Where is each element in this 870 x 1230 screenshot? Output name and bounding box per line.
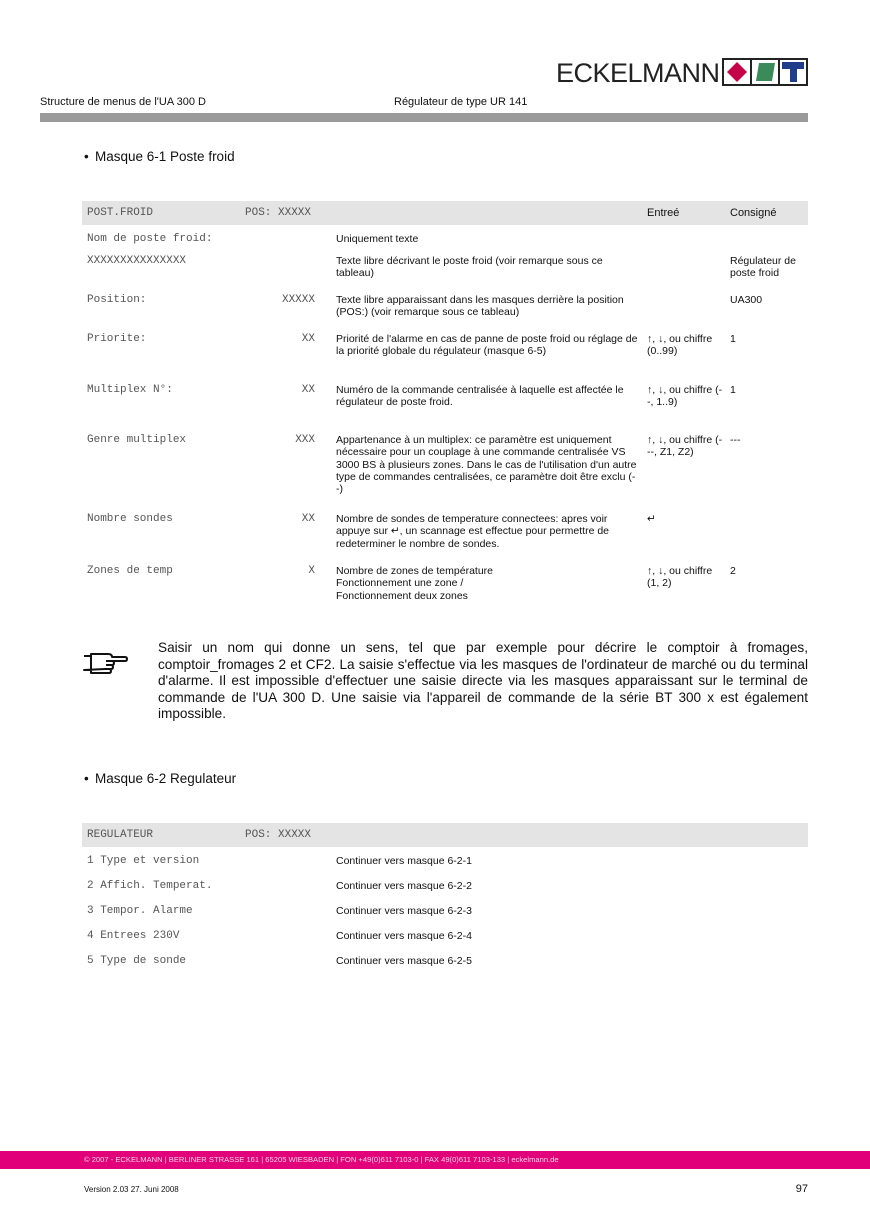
page-number: 97 bbox=[795, 1183, 808, 1195]
row-entree: ↵ bbox=[647, 513, 656, 525]
row-label: Nom de poste froid: bbox=[87, 233, 213, 245]
table-row bbox=[82, 513, 808, 565]
row-value: XXXXX bbox=[281, 294, 315, 306]
table-header bbox=[82, 201, 808, 225]
brand-logo-icon bbox=[722, 58, 808, 86]
row-entree: ↑, ↓, ou chiffre (---, Z1, Z2) bbox=[647, 434, 723, 459]
row-consigne: 1 bbox=[730, 384, 736, 396]
row-label: Nombre sondes bbox=[87, 513, 173, 525]
row-label: 1 Type et version bbox=[87, 855, 200, 867]
table-row bbox=[82, 294, 808, 333]
header-left-title: Structure de menus de l'UA 300 D bbox=[40, 96, 206, 108]
header-mid-title: Régulateur de type UR 141 bbox=[394, 96, 528, 108]
row-desc: Continuer vers masque 6-2-4 bbox=[336, 930, 472, 942]
row-desc: Numéro de la commande centralisée à laquelle est affectée le régulateur de poste froid. bbox=[336, 384, 624, 409]
row-label: Position: bbox=[87, 294, 147, 306]
row-desc: Priorité de l'alarme en cas de panne de poste froid ou réglage de la priorité globale du régulateur (masque 6-5) bbox=[336, 333, 638, 358]
row-desc: Continuer vers masque 6-2-5 bbox=[336, 955, 472, 967]
header-bar bbox=[40, 113, 808, 122]
header-label: REGULATEUR bbox=[87, 829, 154, 841]
row-desc: Texte libre décrivant le poste froid (voir remarque sous ce tableau) bbox=[336, 255, 603, 280]
table-row bbox=[82, 565, 808, 609]
row-label: Priorite: bbox=[87, 333, 147, 345]
row-desc: Uniquement texte bbox=[336, 233, 419, 245]
pointing-hand-icon bbox=[82, 650, 128, 674]
row-label: 4 Entrees 230V bbox=[87, 930, 180, 942]
header-entree: Entreé bbox=[647, 207, 680, 219]
table-row bbox=[82, 905, 808, 930]
row-consigne: 1 bbox=[730, 333, 736, 345]
row-desc: Appartenance à un multiplex: ce paramètre est uniquement nécessaire pour un couplage à une commande centralisée VS 3000 BS à plusieurs zones. Dans le cas de l'utilisation d'un autre type de commandes centralisées, ce paramètre doit être exclu (--) bbox=[336, 434, 637, 496]
brand-logo-text: ECKELMANN bbox=[556, 58, 720, 88]
table-row bbox=[82, 384, 808, 434]
row-desc: Nombre de zones de température Fonctionnement une zone / Fonctionnement deux zones bbox=[336, 565, 494, 602]
row-desc: Continuer vers masque 6-2-3 bbox=[336, 905, 472, 917]
row-value: XX bbox=[301, 333, 315, 345]
section1-heading: • Masque 6-1 Poste froid bbox=[84, 149, 235, 164]
row-desc: Texte libre apparaissant dans les masques derrière la position (POS:) (voir remarque sous ce tableau) bbox=[336, 294, 624, 319]
table-row bbox=[82, 233, 808, 255]
row-label: 3 Tempor. Alarme bbox=[87, 905, 193, 917]
row-consigne: Régulateur de poste froid bbox=[730, 255, 796, 280]
row-desc: Continuer vers masque 6-2-2 bbox=[336, 880, 472, 892]
row-label: 5 Type de sonde bbox=[87, 955, 187, 967]
table-row bbox=[82, 955, 808, 980]
row-consigne: --- bbox=[730, 434, 741, 446]
table-masque-6-2 bbox=[82, 823, 808, 980]
row-label: 2 Affich. Temperat. bbox=[87, 880, 213, 892]
row-consigne: 2 bbox=[730, 565, 736, 577]
row-desc: Nombre de sondes de temperature connectees: apres voir appuye sur ↵, un scannage est effectue pour permettre de redeterminer le nombre de sondes. bbox=[336, 513, 610, 550]
bullet-icon: • bbox=[84, 771, 89, 786]
header-pos: POS: XXXXX bbox=[245, 829, 312, 841]
row-label: Genre multiplex bbox=[87, 434, 187, 446]
table-row bbox=[82, 333, 808, 384]
table-row bbox=[82, 880, 808, 905]
row-value: X bbox=[308, 565, 315, 577]
row-value: XX bbox=[301, 513, 315, 525]
row-entree: ↑, ↓, ou chiffre (0..99) bbox=[647, 333, 713, 358]
row-label: Multiplex N°: bbox=[87, 384, 173, 396]
section2-heading: • Masque 6-2 Regulateur bbox=[84, 771, 237, 786]
row-entree: ↑, ↓, ou chiffre (--, 1..9) bbox=[647, 384, 723, 409]
row-value: XXX bbox=[295, 434, 315, 446]
version-info: Version 2.03 27. Juni 2008 bbox=[84, 1185, 179, 1194]
table-row bbox=[82, 434, 808, 513]
header-pos: POS: XXXXX bbox=[245, 207, 312, 219]
bullet-icon: • bbox=[84, 149, 89, 164]
row-consigne: UA300 bbox=[730, 294, 763, 306]
row-label: XXXXXXXXXXXXXXX bbox=[87, 255, 187, 267]
row-entree: ↑, ↓, ou chiffre (1, 2) bbox=[647, 565, 713, 590]
row-label: Zones de temp bbox=[87, 565, 173, 577]
row-value: XX bbox=[301, 384, 315, 396]
header-consigne: Consigné bbox=[730, 207, 777, 219]
table-masque-6-1 bbox=[82, 201, 808, 609]
table-row bbox=[82, 255, 808, 294]
table-header bbox=[82, 823, 808, 847]
footer-address: © 2007 - ECKELMANN | BERLINER STRASSE 161 | 65205 WIESBADEN | FON +49(0)611 7103-0 | FAX 49(0)611 7103-133 | eckelmann.de bbox=[84, 1155, 559, 1164]
row-desc: Continuer vers masque 6-2-1 bbox=[336, 855, 472, 867]
header-label: POST.FROID bbox=[87, 207, 154, 219]
note-text: Saisir un nom qui donne un sens, tel que par exemple pour décrire le comptoir à fromages, comptoir_fromages 2 et CF2. La saisie s'effectue via les masques de l'ordinateur de marché ou du terminal d'alarme. Il est impossible d'effectuer une saisie directe via les masques apparaissant sur le terminal de commande de l'UA 300 D. Une saisie via l'appareil de commande de la série BT 300 x est également impossible. bbox=[158, 640, 808, 721]
table-row bbox=[82, 930, 808, 955]
table-row bbox=[82, 855, 808, 880]
